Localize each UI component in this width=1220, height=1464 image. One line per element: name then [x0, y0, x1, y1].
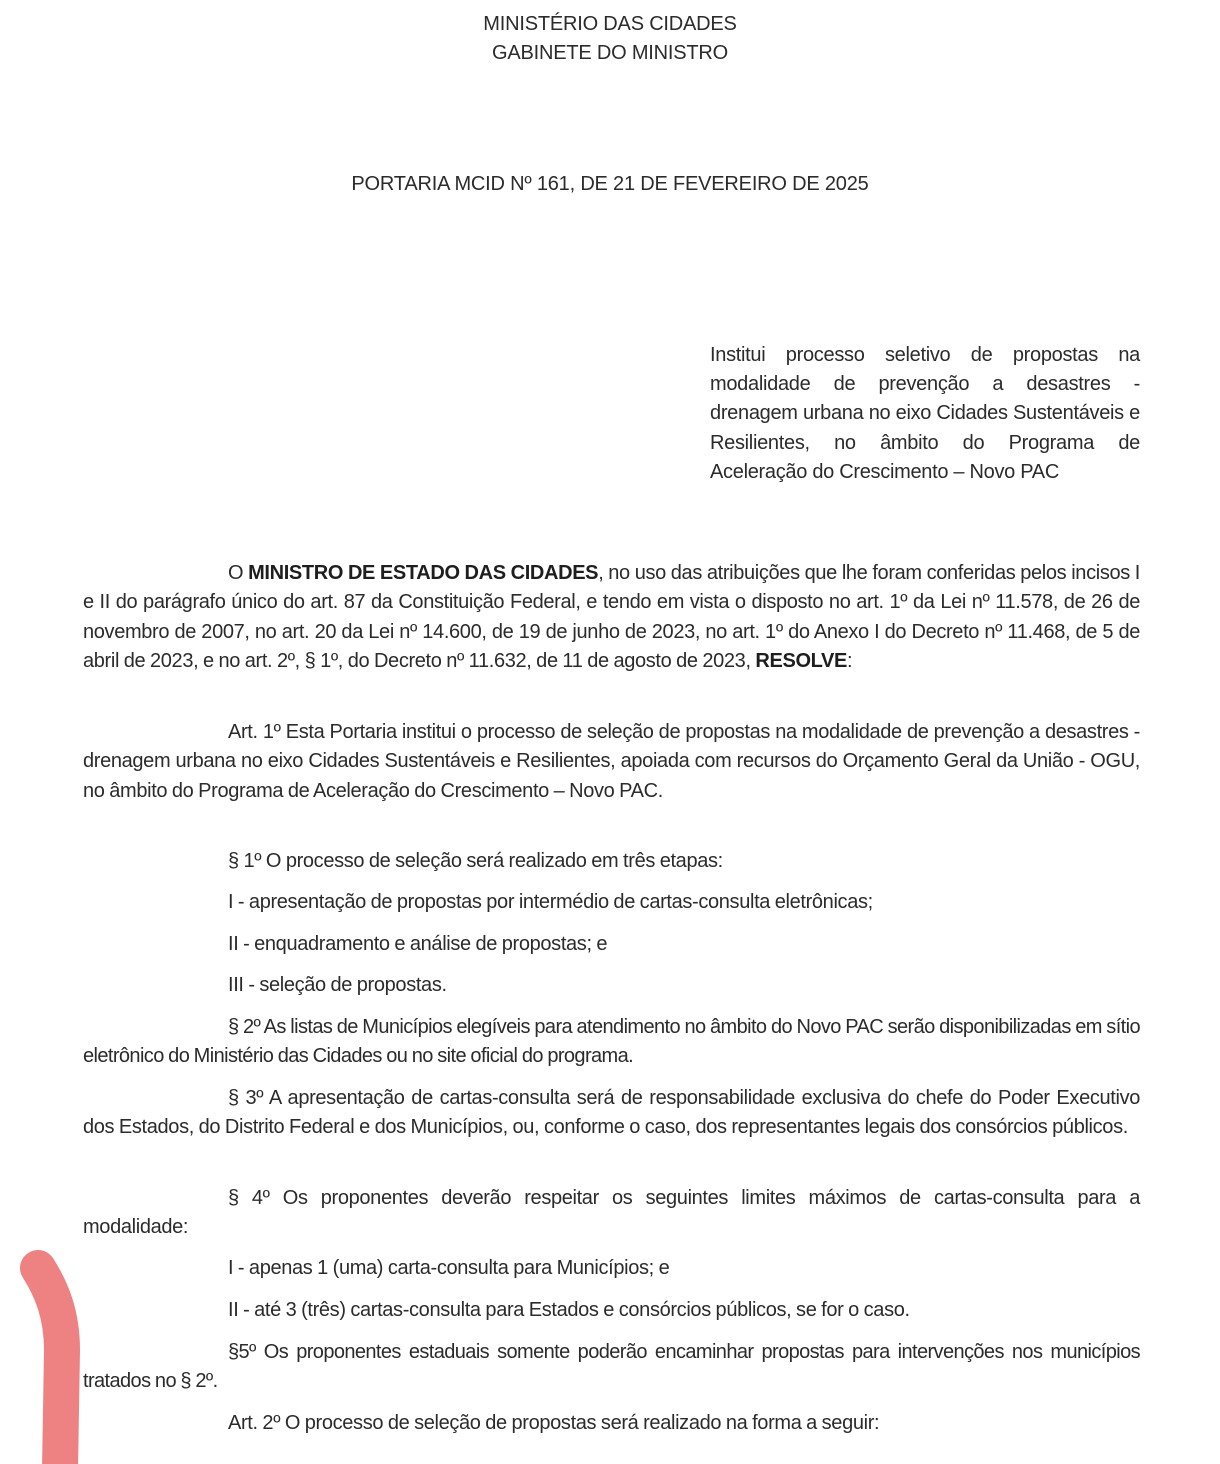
- ementa-summary: Institui processo seletivo de propostas na modalidade de prevenção a desastres - drenagem urbana no eixo Cidades Sustentáveis e Resilientes, no âmbito do Programa de Aceleração do Crescimento – Novo PAC: [710, 344, 1140, 483]
- article-1-paragraph-3: § 3º A apresentação de cartas-consulta será de responsabilidade exclusiva do chefe do Poder Executivo dos Estados, do Distrito Federal e dos Municípios, ou, conforme o caso, dos representantes legais dos consórcios públicos.: [83, 1087, 1140, 1139]
- article-1-paragraph-1-item-i: I - apresentação de propostas por intermédio de cartas-consulta eletrônicas;: [228, 891, 873, 913]
- article-1-paragraph-2: § 2º As listas de Municípios elegíveis para atendimento no âmbito do Novo PAC serão disponibilizadas em sítio eletrônico do Ministério das Cidades ou no site oficial do programa.: [83, 1016, 1140, 1068]
- document-title: PORTARIA MCID Nº 161, DE 21 DE FEVEREIRO DE 2025: [351, 173, 869, 195]
- article-1-paragraph-4-item-i: I - apenas 1 (uma) carta-consulta para Municípios; e: [228, 1257, 670, 1279]
- preamble-resolve: RESOLVE: [755, 649, 848, 672]
- article-1-paragraph-1-item-iii: III - seleção de propostas.: [228, 974, 447, 996]
- ministry-heading: MINISTÉRIO DAS CIDADES: [483, 13, 737, 35]
- preamble-body: , no uso das atribuições que lhe foram conferidas pelos incisos I e II do parágrafo único do art. 87 da Constituição Federal, e tendo em vista o disposto no art. 1º da Lei nº 11.578, de 26 de novembro de 2007, no art. 20 da Lei nº 14.600, de 19 de junho de 2023, no art. 1º do Anexo I do Decreto nº 11.468, de 5 de abril de 2023, e no art. 2º, § 1º, do Decreto nº 11.632, de 11 de agosto de 2023,: [83, 562, 1140, 672]
- article-1-paragraph-4: § 4º Os proponentes deverão respeitar os seguintes limites máximos de cartas-consulta para a modalidade:: [83, 1187, 1140, 1239]
- article-1-paragraph-1: § 1º O processo de seleção será realizado em três etapas:: [228, 850, 723, 872]
- article-2: Art. 2º O processo de seleção de propostas será realizado na forma a seguir:: [228, 1412, 880, 1434]
- preamble-suffix: :: [847, 649, 853, 672]
- article-1-paragraph-4-item-ii: II - até 3 (três) cartas-consulta para Estados e consórcios públicos, se for o caso.: [228, 1299, 910, 1321]
- preamble-paragraph: [83, 559, 1140, 676]
- highlighter-stroke: [38, 1268, 62, 1464]
- preamble-prefix: O: [228, 562, 249, 584]
- cabinet-heading: GABINETE DO MINISTRO: [491, 42, 729, 64]
- article-1-paragraph-1-item-ii: II - enquadramento e análise de propostas; e: [228, 933, 608, 955]
- preamble-authority: MINISTRO DE ESTADO DAS CIDADES: [248, 562, 599, 584]
- article-1-paragraph-5: §5º Os proponentes estaduais somente poderão encaminhar propostas para intervenções nos municípios tratados no § 2º.: [83, 1341, 1140, 1393]
- article-1: Art. 1º Esta Portaria institui o processo de seleção de propostas na modalidade de prevenção a desastres - drenagem urbana no eixo Cidades Sustentáveis e Resilientes, apoiada com recursos do Orçamento Geral da União - OGU, no âmbito do Programa de Aceleração do Crescimento – Novo PAC.: [83, 721, 1140, 802]
